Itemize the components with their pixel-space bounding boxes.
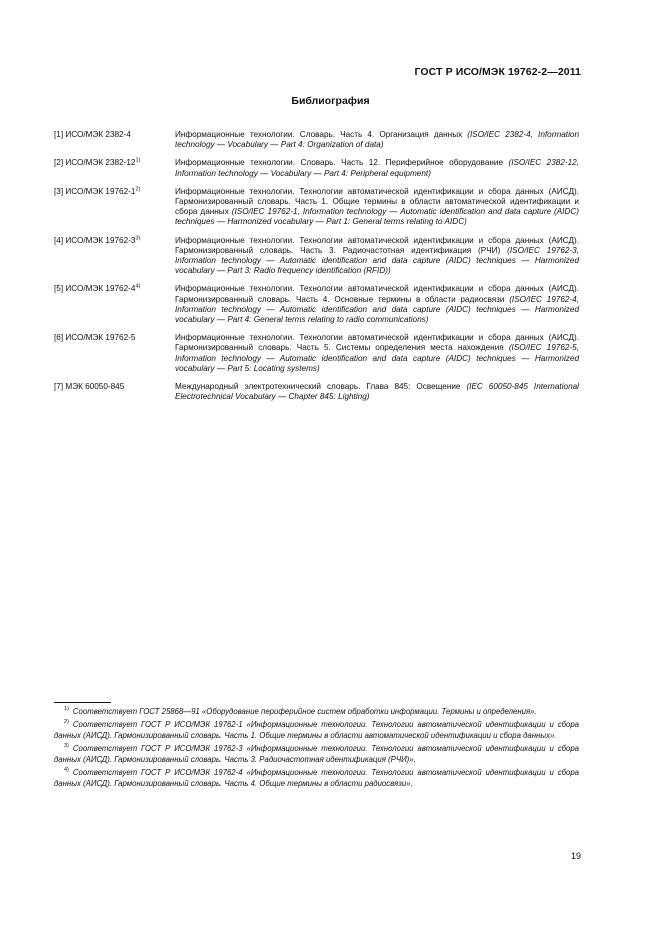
document-header: ГОСТ Р ИСО/МЭК 19762-2—2011 <box>414 66 581 78</box>
footnotes <box>54 706 579 791</box>
entry-ref-label: [5] ИСО/МЭК 19762-4 <box>54 284 136 294</box>
entry-reference <box>54 382 175 402</box>
entry-footnote-mark: 3) <box>135 234 141 241</box>
footnote-mark: 2) <box>64 718 69 725</box>
bibliography-entry-6 <box>54 333 579 374</box>
footnote-text: Соответствует ГОСТ 25868—91 «Оборудование периферийное систем обработки информации. Термины и определения». <box>72 707 537 716</box>
footnote-divider <box>54 702 111 703</box>
entry-title-en: (IEC 60050-845 International Electrotechnical Vocabulary — Chapter 845: Lighting) <box>175 382 579 402</box>
entry-reference <box>54 236 175 277</box>
footnote-4 <box>54 767 579 790</box>
entry-reference <box>54 284 175 325</box>
entry-text <box>175 382 579 402</box>
page-number: 19 <box>570 851 581 861</box>
entry-title-ru: Информационные технологии. Словарь. Часть 12. Периферийное оборудование <box>175 158 509 168</box>
entry-text <box>175 236 579 277</box>
entry-ref-label: [3] ИСО/МЭК 19762-1 <box>54 186 136 196</box>
entry-title-ru: Международный электротехнический словарь. Глава 845: Освещение <box>175 382 467 392</box>
footnote-text: Соответствует ГОСТ Р ИСО/МЭК 19762-3 «Информационные технологии. Технологии автоматической идентификации и сбора данных (АИСД). Гармонизированный словарь. Часть 3. Радиочастотная идентификация (РЧИ)». <box>54 743 579 764</box>
entry-footnote-mark: 1) <box>135 157 141 164</box>
entry-title-ru: Информационные технологии. Технологии автоматической идентификации и сбора данных (АИСД). Гармонизированный словарь. Часть 5. Системы определения места нахождения <box>175 333 579 353</box>
footnote-text: Соответствует ГОСТ Р ИСО/МЭК 19762-4 «Информационные технологии. Технологии автоматической идентификации и сбора данных (АИСД). Гармонизированный словарь. Часть 4. Общие термины в области радиосвязи». <box>54 767 579 788</box>
bibliography-entry-4 <box>54 236 579 277</box>
entry-title-ru: Информационные технологии. Технологии автоматической идентификации и сбора данных (АИСД). Гармонизированный словарь. Часть 4. Основные термины в области радиосвязи <box>175 284 579 304</box>
entry-footnote-mark: 4) <box>135 283 141 290</box>
bibliography-entry-2 <box>54 158 579 178</box>
entry-text <box>175 333 579 374</box>
footnote-mark: 4) <box>64 766 69 773</box>
entry-reference <box>54 333 175 374</box>
entry-ref-label: [4] ИСО/МЭК 19762-3 <box>54 235 136 245</box>
entry-reference <box>54 187 175 228</box>
footnote-1 <box>54 706 579 718</box>
entry-title-ru: Информационные технологии. Технологии автоматической идентификации и сбора данных (АИСД). Гармонизированный словарь. Часть 1. Общие термины в области автоматической идентификации и сбора данных <box>175 186 579 217</box>
entry-title-ru: Информационные технологии. Словарь. Часть 4. Организация данных <box>175 130 468 139</box>
entry-text <box>175 130 579 150</box>
footnote-3 <box>54 743 579 766</box>
entry-reference <box>54 130 175 150</box>
entry-footnote-mark: 2) <box>135 186 141 193</box>
entry-ref-label: [6] ИСО/МЭК 19762-5 <box>54 333 136 343</box>
footnote-text: Соответствует ГОСТ Р ИСО/МЭК 19762-1 «Информационные технологии. Технологии автоматической идентификации и сбора данных (АИСД). Гармонизированный словарь. Часть 1. Общие термины в области автоматической идентификации и сбора данных». <box>54 719 579 740</box>
entry-title-en: (ISO/IEC 19762-5, Information technology — Automatic identification and data capture (AIDC) techniques — Harmonized vocabulary — Part 5: Locating systems) <box>175 343 579 373</box>
bibliography-entry-7 <box>54 382 579 402</box>
bibliography-list <box>54 130 579 410</box>
bibliography-entry-1 <box>54 130 579 150</box>
entry-title-en: (ISO/IEC 19762-4, Information technology — Automatic identification and data capture (AIDC) techniques — Harmonized vocabulary — Part 4: General terms relating to radio communications) <box>175 294 579 325</box>
entry-title-en: (ISO/IEC 19762-3, Information technology — Automatic identification and data capture (AIDC) techniques — Harmonized vocabulary — Part 3: Radio frequency identification (RFID)) <box>175 245 579 276</box>
entry-text <box>175 158 579 178</box>
footnote-2 <box>54 719 579 742</box>
entry-ref-label: [1] ИСО/МЭК 2382-4 <box>54 130 131 139</box>
page-title: Библиография <box>291 95 370 107</box>
bibliography-entry-3 <box>54 187 579 228</box>
entry-title-ru: Информационные технологии. Технологии автоматической идентификации и сбора данных (АИСД). Гармонизированный словарь. Часть 3. Радиочастотная идентификация (РЧИ) <box>175 235 579 255</box>
entry-title-en: (ISO/IEC 2382-4, Information technology — Vocabulary — Part 4: Organization of data) <box>175 130 580 150</box>
entry-ref-label: [7] МЭК 60050-845 <box>54 382 125 392</box>
footnote-mark: 1) <box>64 706 69 713</box>
entry-text <box>175 284 579 325</box>
entry-title-en: (ISO/IEC 19762-1, Information technology — Automatic identification and data capture (AIDC) techniques — Harmonized vocabulary — Part 1: General terms relating to AIDC) <box>175 207 579 227</box>
entry-text <box>175 187 579 228</box>
entry-reference <box>54 158 175 178</box>
footnote-mark: 3) <box>64 742 69 749</box>
entry-title-en: (ISO/IEC 2382-12, Information technology — Vocabulary — Part 4: Peripheral equipment) <box>175 158 579 178</box>
bibliography-entry-5 <box>54 284 579 325</box>
entry-ref-label: [2] ИСО/МЭК 2382-12 <box>54 158 136 168</box>
